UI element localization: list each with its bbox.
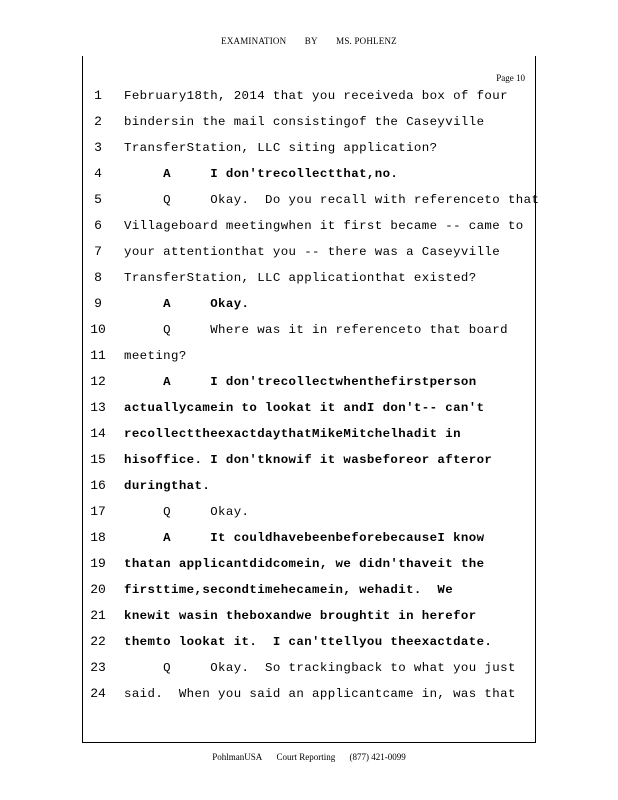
page-number: Page 10 <box>496 73 525 83</box>
transcript-line: A It couldhavebeenbeforebecauseI know <box>124 531 485 545</box>
transcript-line: A I don'trecollectwhenthefirstperson <box>124 375 477 389</box>
line-number: 21 <box>90 608 106 623</box>
line-number: 24 <box>90 686 106 701</box>
line-number: 3 <box>94 140 102 155</box>
line-number: 15 <box>90 452 106 467</box>
transcript-line: said. When you said an applicantcame in, was that <box>124 687 516 701</box>
line-number: 11 <box>90 348 106 363</box>
line-number: 7 <box>94 244 102 259</box>
transcript-line: firsttime,secondtimehecamein, wehadit. We <box>124 583 454 597</box>
line-number: 22 <box>90 634 106 649</box>
transcript-line: TransferStation, LLC siting application? <box>124 141 438 155</box>
transcript-line: Q Okay. Do you recall with referenceto that <box>124 193 540 207</box>
line-number: 18 <box>90 530 106 545</box>
page-footer <box>0 752 618 762</box>
transcript-line: thatan applicantdidcomein, we didn'thaveit the <box>124 557 485 571</box>
line-number: 2 <box>94 114 102 129</box>
line-number: 19 <box>90 556 106 571</box>
header-examiner: MS. POHLENZ <box>336 36 397 46</box>
line-number: 4 <box>94 166 102 181</box>
transcript-line: bindersin the mail consistingof the Caseyville <box>124 115 485 129</box>
line-number: 10 <box>90 322 106 337</box>
transcript-line: actuallycamein to lookat it andI don't-- can't <box>124 401 485 415</box>
line-number: 14 <box>90 426 106 441</box>
transcript-line: duringthat. <box>124 479 211 493</box>
transcript-line: Q Where was it in referenceto that board <box>124 323 508 337</box>
transcript-line: February18th, 2014 that you receiveda box of four <box>124 89 508 103</box>
line-number: 5 <box>94 192 102 207</box>
transcript-line: Q Okay. <box>124 505 250 519</box>
footer-service: Court Reporting <box>276 752 336 762</box>
transcript-line: knewit wasin theboxandwe broughtit in herefor <box>124 609 477 623</box>
transcript-line: meeting? <box>124 349 187 363</box>
line-number: 13 <box>90 400 106 415</box>
line-number: 1 <box>94 88 102 103</box>
transcript-line: Q Okay. So trackingback to what you just <box>124 661 516 675</box>
line-number: 20 <box>90 582 106 597</box>
transcript-line: A Okay. <box>124 297 250 311</box>
footer-company: PohlmanUSA <box>212 752 263 762</box>
footer-phone: (877) 421-0099 <box>349 752 406 762</box>
line-number: 16 <box>90 478 106 493</box>
transcript-line: A I don'trecollectthat,no. <box>124 167 399 181</box>
line-number: 8 <box>94 270 102 285</box>
line-number: 12 <box>90 374 106 389</box>
line-number: 9 <box>94 296 102 311</box>
line-number: 23 <box>90 660 106 675</box>
transcript-line: recollecttheexactdaythatMikeMitchelhadit in <box>124 427 461 441</box>
line-number: 17 <box>90 504 106 519</box>
transcript-line: hisoffice. I don'tknowif it wasbeforeor afteror <box>124 453 493 467</box>
transcript-line: TransferStation, LLC applicationthat existed? <box>124 271 477 285</box>
transcript-line: your attentionthat you -- there was a Caseyville <box>124 245 501 259</box>
transcript-line: themto lookat it. I can'ttellyou theexactdate. <box>124 635 493 649</box>
header-section: EXAMINATION <box>221 36 287 46</box>
page-header <box>0 36 618 46</box>
transcript-line: Villageboard meetingwhen it first became -- came to <box>124 219 524 233</box>
line-number: 6 <box>94 218 102 233</box>
header-by: BY <box>304 36 318 46</box>
